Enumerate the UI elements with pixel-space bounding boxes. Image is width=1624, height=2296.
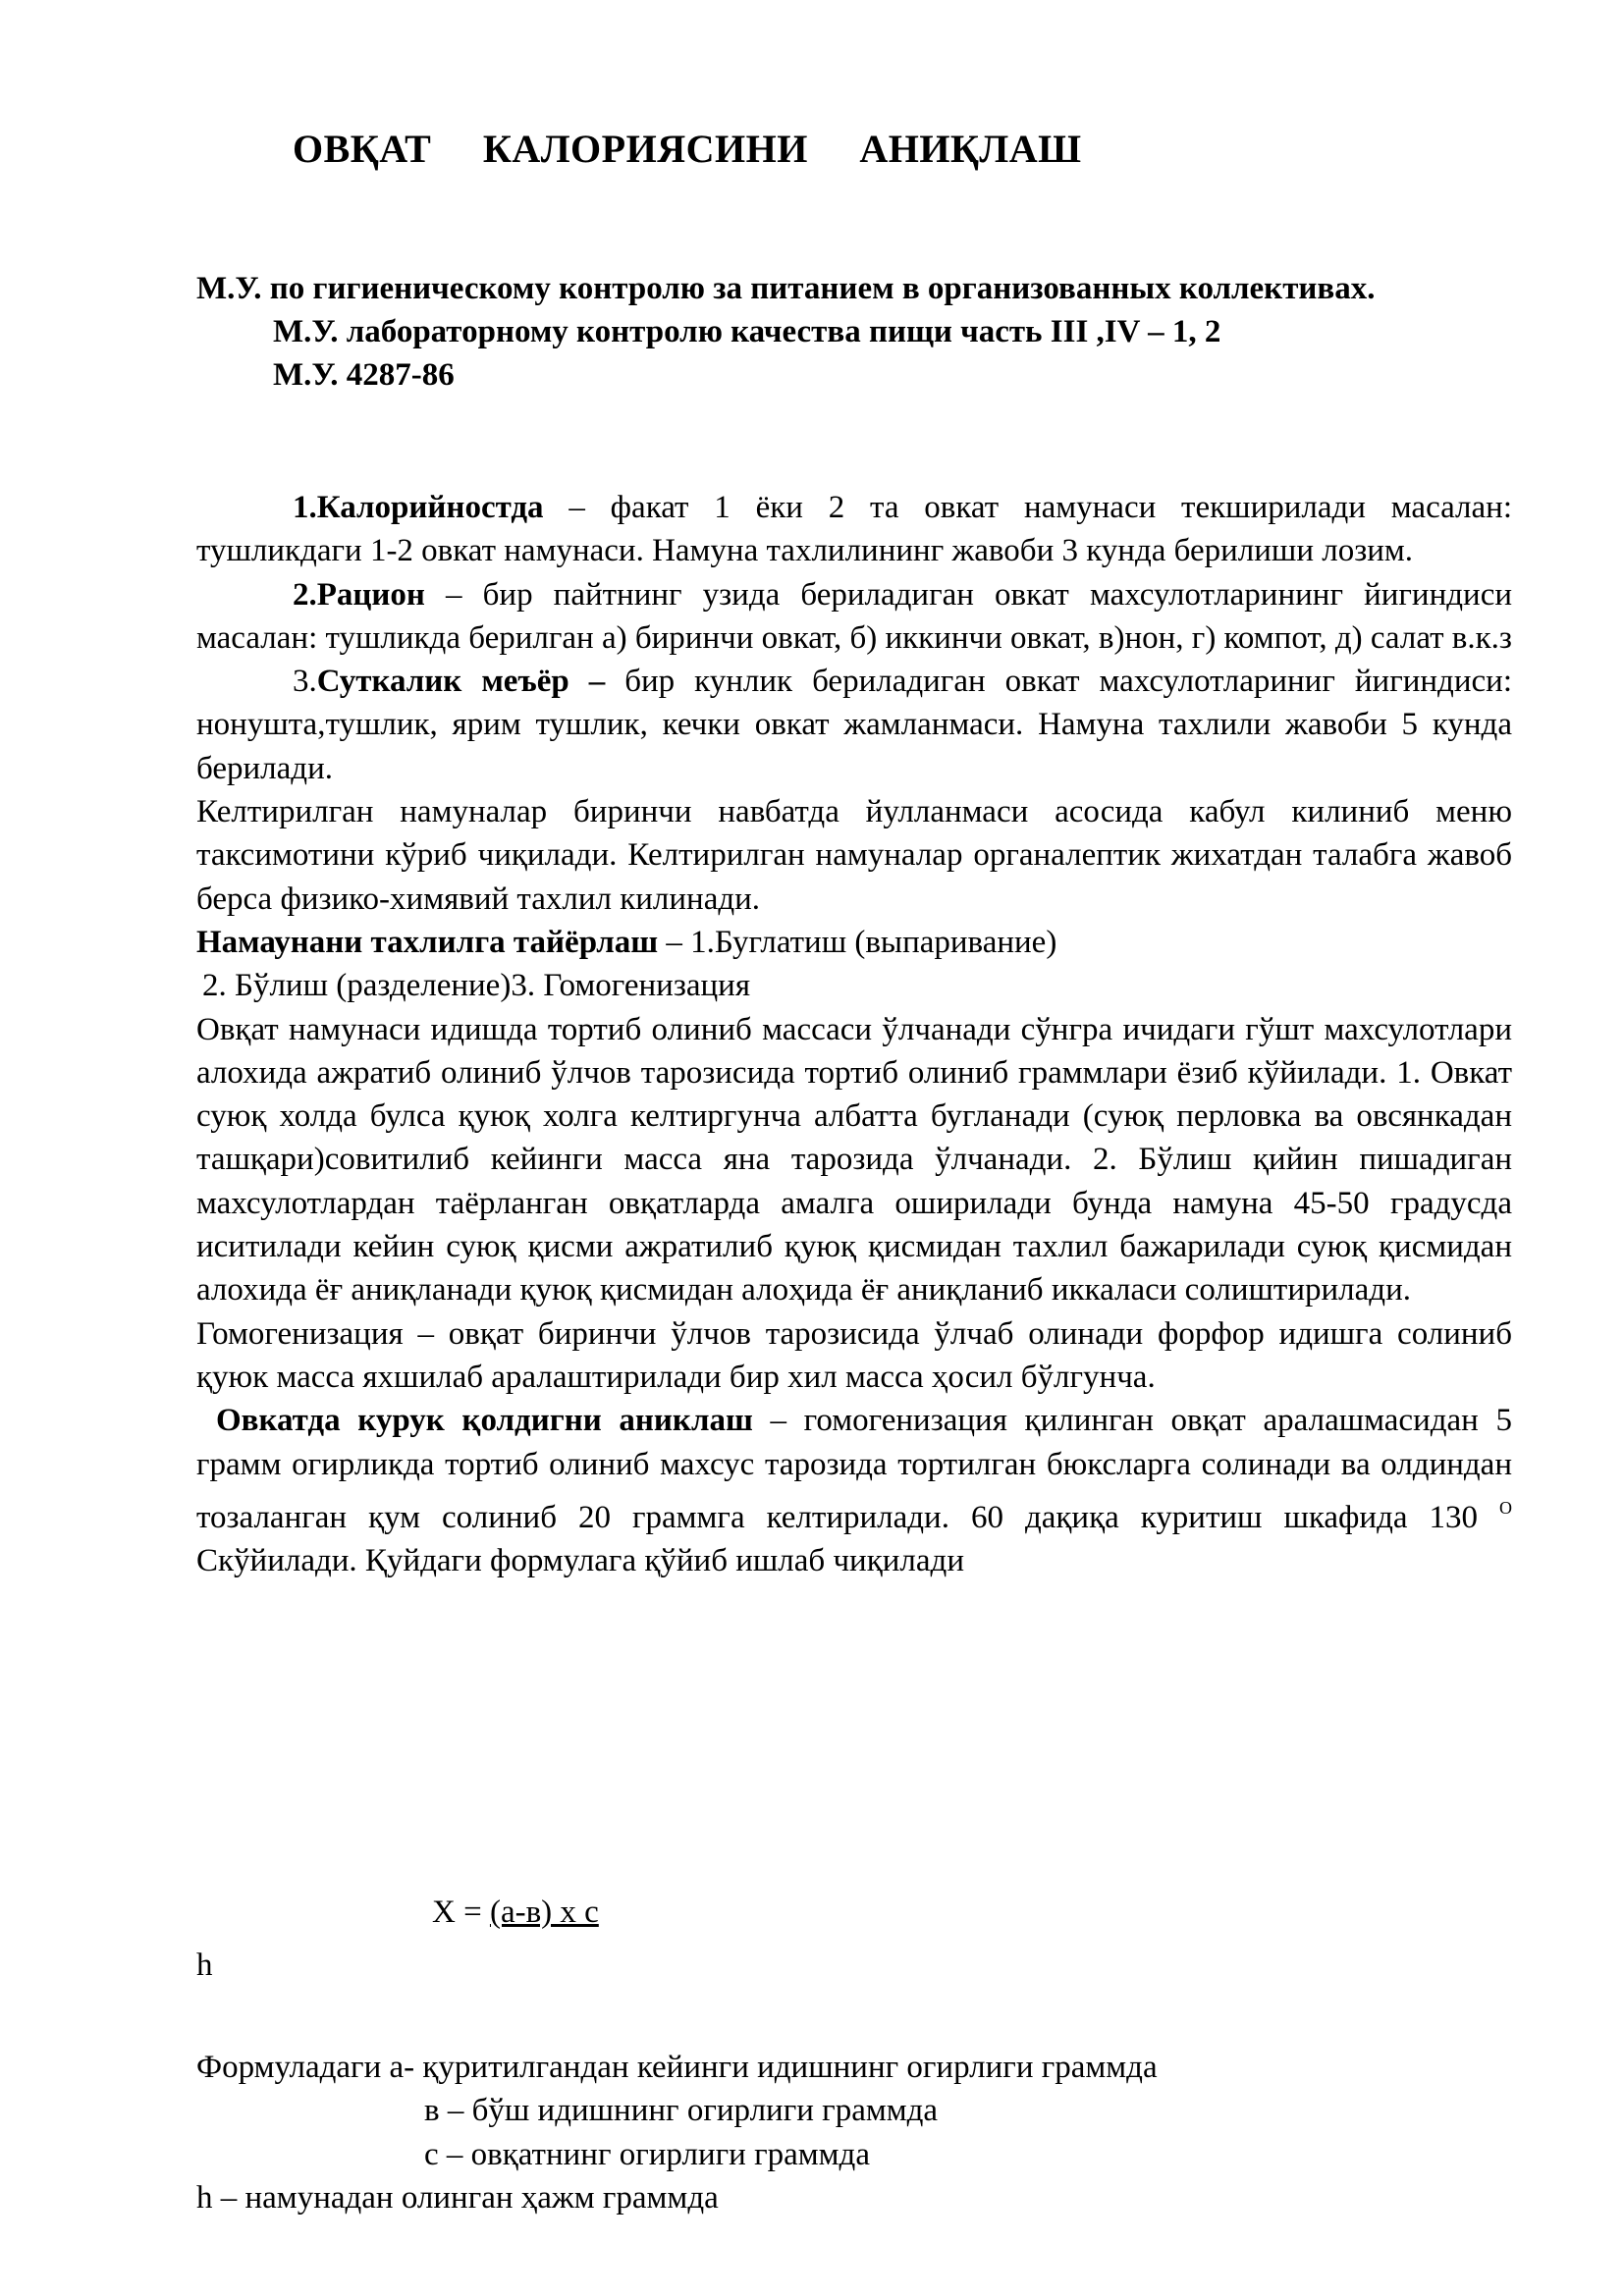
paragraph-calorie <box>196 486 1512 573</box>
term-ration: 2.Рацион <box>293 576 425 613</box>
document-body <box>196 486 1512 1582</box>
text-dry-residue-b: Скўйилади. Қуйдаги формулага қўйиб ишлаб чиқилади <box>196 1543 964 1579</box>
paragraph-preparation <box>196 921 1512 964</box>
legend-a: Формуладаги а- қуритилгандан кейинги идишнинг огирлиги граммда <box>196 2050 1158 2085</box>
reference-line-2: М.У. лабораторному контролю качества пищи часть III ,IV – 1, 2 <box>273 314 1221 349</box>
formula-legend <box>196 2046 1473 2219</box>
degree-superscript: О <box>1499 1497 1512 1518</box>
term-preparation: Намаунани тахлилга тайёрлаш <box>196 924 659 960</box>
text-dry-residue-a: – гомогенизация қилинган овқат аралашмасидан 5 грамм огирликда тортиб олиниб махсус тарозида тортилган бюксларга солинади ва олдиндан тозаланган қум солиниб 20 граммга келтирилади. 60 дақиқа куритиш шкафида 130 <box>196 1403 1513 1535</box>
references-block <box>196 267 1453 397</box>
page-title: ОВҚАТ КАЛОРИЯСИНИ АНИҚЛАШ <box>293 127 1082 171</box>
paragraph-homogenization: Гомогенизация – овқат биринчи ўлчов тарозисида ўлчаб олинади форфор идишга солиниб қуюк масса яхшилаб аралаштирилади бир хил масса ҳосил бўлгунча. <box>196 1315 1512 1395</box>
paragraph-steps: 2. Бўлиш (разделение)3. Гомогенизация <box>202 968 751 1004</box>
legend-v: в – бўш идишнинг огирлиги граммда <box>424 2093 939 2129</box>
paragraph-procedure: Овқат намунаси идишда тортиб олиниб массаси ўлчанади сўнгра ичидаги гўшт махсулотлари алохида ажратиб олиниб ўлчов тарозисида тортиб олиниб граммлари ёзиб кўйилади. 1. Овкат суюқ холда булса қуюқ холга келтиргунча албатта бугланади (суюқ перловка ва овсянкадан ташқари)совитилиб кейинги масса яна тарозида ўлчанади. 2. Бўлиш қийин пишадиган махсулотлардан таёрланган овқатларда амалга оширилади бунда намуна 45-50 градусда иситилади кейин суюқ қисми ажратилиб қуюқ қисмидан тахлил бажарилади суюқ қисмидан алохида ёғ аниқланади қуюқ қисмидан алоҳида ёғ аниқланиб иккаласи солиштирилади. <box>196 1011 1512 1308</box>
term-calorie: 1.Калорийностда <box>293 490 544 525</box>
paragraph-ration <box>196 573 1512 661</box>
reference-line-3: М.У. 4287-86 <box>273 357 455 393</box>
term-dry-residue: Овкатда курук қолдигни аниклаш <box>216 1403 753 1439</box>
number-daily-norm: 3. <box>293 664 317 700</box>
formula-lhs: Х = <box>432 1895 490 1930</box>
legend-h: h – намунадан олинган ҳажм граммда <box>196 2179 719 2216</box>
reference-line-1: М.У. по гигиеническому контролю за питанием в организованных коллективах. <box>196 271 1376 306</box>
term-daily-norm: Суткалик меъёр – <box>316 664 606 700</box>
text-preparation: – 1.Буглатиш (выпаривание) <box>658 924 1057 960</box>
paragraph-samples: Келтирилган намуналар биринчи навбатда йулланмаси асосида кабул килиниб меню таксимотини кўриб чиқилади. Келтирилган намуналар органалептик жихатдан талабга жавоб берса физико-химявий тахлил килинади. <box>196 794 1512 917</box>
text-calorie: – факат 1 ёки 2 та овкат намунаси текширилади масалан: тушликдаги 1-2 овкат намунаси. Намуна тахлилининг жавоби 3 кунда берилиши лозим. <box>196 490 1512 569</box>
paragraph-dry-residue <box>196 1399 1512 1582</box>
formula-denominator: h <box>196 1948 213 1983</box>
legend-c: с – овқатнинг огирлиги граммда <box>424 2136 870 2172</box>
paragraph-daily-norm <box>196 660 1512 790</box>
formula <box>432 1895 599 1931</box>
formula-numerator: (а-в) х с <box>489 1895 599 1930</box>
text-ration: – бир пайтнинг узида бериладиган овкат махсулотларининг йигиндиси масалан: тушликда берилган а) биринчи овкат, б) иккинчи овкат, в)нон, г) компот, д) салат в.к.з <box>196 576 1512 656</box>
text-daily-norm: бир кунлик бериладиган овкат махсулотлариниг йигиндиси: нонушта,тушлик, ярим тушлик, кечки овкат жамланмаси. Намуна тахлили жавоби 5 кунда берилади. <box>196 664 1512 786</box>
